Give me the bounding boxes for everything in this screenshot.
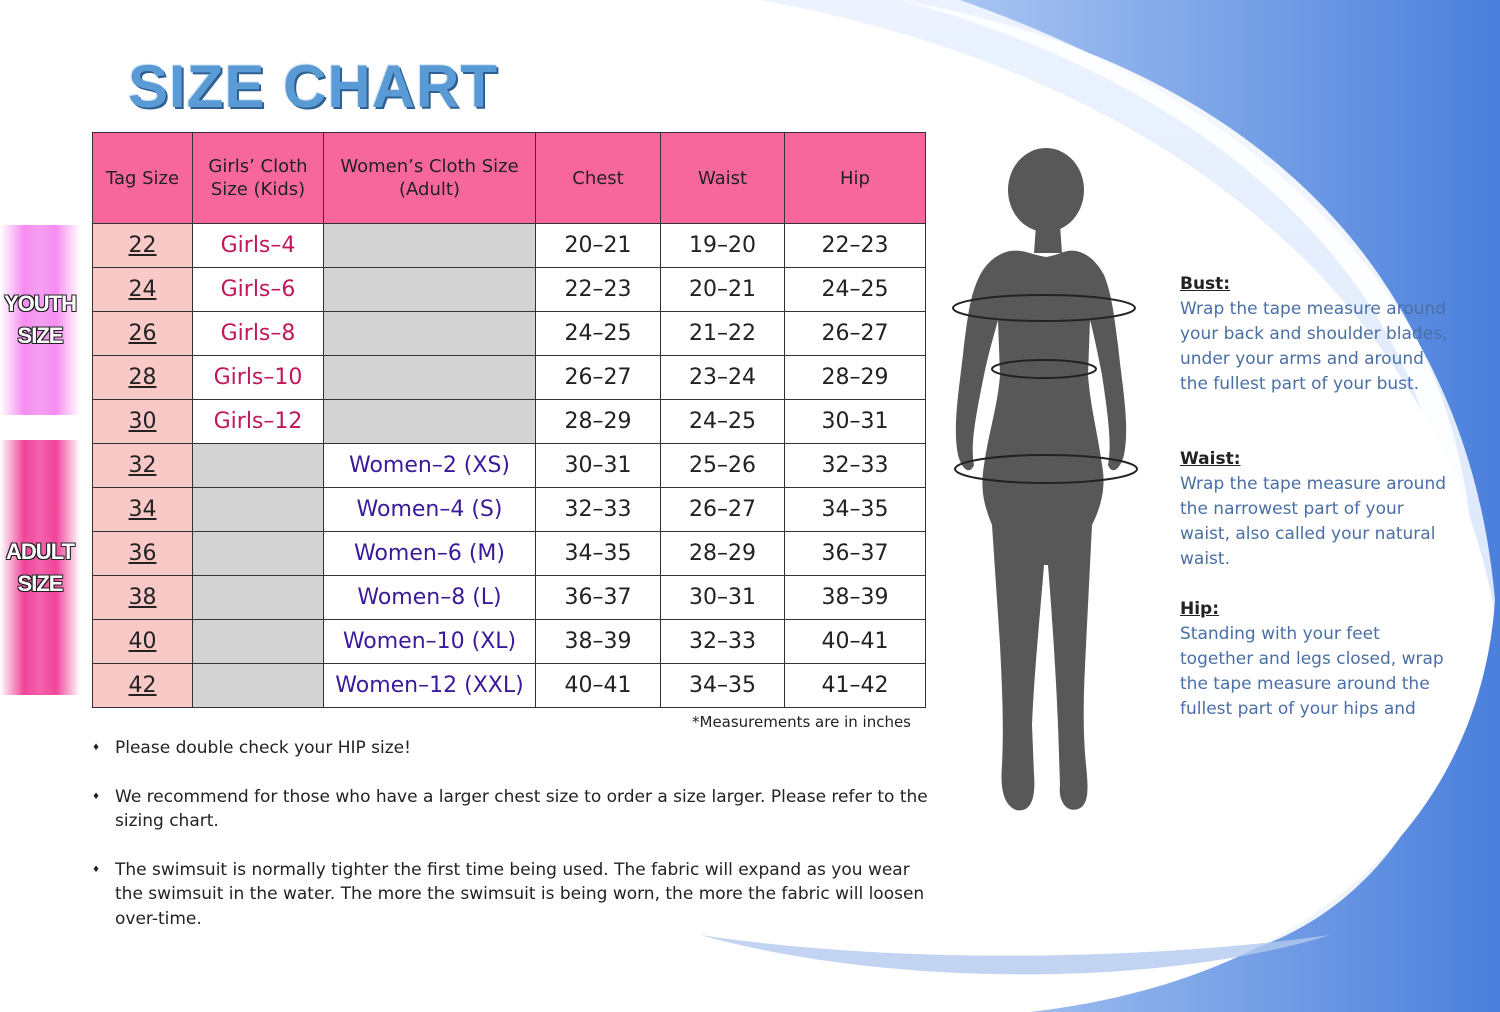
waist-cell: 26–27 [661,488,785,532]
girls-size-cell: Girls–8 [193,312,324,356]
waist-guide [1180,447,1450,572]
header-waist: Waist [661,133,785,224]
table-row [93,532,926,576]
header-womens-cloth-size: Women’s Cloth Size (Adult) [324,133,536,224]
womens-size-cell [324,400,536,444]
tag-size-cell: 22 [93,224,193,268]
tag-size-cell: 38 [93,576,193,620]
size-chart-table [92,132,926,708]
girls-size-cell: Girls–12 [193,400,324,444]
list-item: ♦ We recommend for those who have a larger chest size to order a size larger. Please refer to the sizing chart. [92,785,932,834]
waist-cell: 30–31 [661,576,785,620]
womens-size-cell: Women–6 (M) [324,532,536,576]
womens-size-cell [324,224,536,268]
hip-cell: 40–41 [785,620,926,664]
list-item: ♦ The swimsuit is normally tighter the first time being used. The fabric will expand as you wear the swimsuit in the water. The more the swimsuit is being worn, the more the fabric will loosen over-time. [92,858,932,932]
womens-size-cell [324,356,536,400]
waist-cell: 23–24 [661,356,785,400]
chest-cell: 34–35 [536,532,661,576]
hip-cell: 22–23 [785,224,926,268]
girls-size-cell [193,664,324,708]
adult-size-text: ADULT SIZE [6,538,74,596]
girls-size-cell [193,488,324,532]
hip-cell: 26–27 [785,312,926,356]
waist-label: Waist: [1180,449,1241,469]
tag-size-cell: 36 [93,532,193,576]
womens-size-cell: Women–10 (XL) [324,620,536,664]
girls-size-cell [193,576,324,620]
table-row [93,356,926,400]
tag-size-cell: 40 [93,620,193,664]
header-chest: Chest [536,133,661,224]
hip-guide [1180,597,1450,722]
hip-cell: 32–33 [785,444,926,488]
chest-cell: 32–33 [536,488,661,532]
womens-size-cell: Women–12 (XXL) [324,664,536,708]
table-row [93,312,926,356]
waist-cell: 28–29 [661,532,785,576]
chest-cell: 24–25 [536,312,661,356]
womens-size-cell: Women–4 (S) [324,488,536,532]
chest-cell: 22–23 [536,268,661,312]
waist-cell: 32–33 [661,620,785,664]
chest-cell: 38–39 [536,620,661,664]
hip-cell: 34–35 [785,488,926,532]
chest-cell: 30–31 [536,444,661,488]
waist-cell: 21–22 [661,312,785,356]
chest-cell: 36–37 [536,576,661,620]
adult-size-label [0,440,80,695]
girls-size-cell: Girls–10 [193,356,324,400]
table-row [93,444,926,488]
tag-size-cell: 24 [93,268,193,312]
tag-size-cell: 34 [93,488,193,532]
tips-list [92,736,932,955]
header-tag-size: Tag Size [93,133,193,224]
header-girls-cloth-size: Girls’ Cloth Size (Kids) [193,133,324,224]
waist-cell: 34–35 [661,664,785,708]
hip-cell: 38–39 [785,576,926,620]
table-row [93,488,926,532]
womens-size-cell [324,312,536,356]
bust-text: Wrap the tape measure around your back and shoulder blades, under your arms and around the fullest part of your bust. [1180,299,1448,394]
woman-silhouette-icon [940,145,1150,820]
table-header-row [93,133,926,224]
header-hip: Hip [785,133,926,224]
hip-label: Hip: [1180,599,1220,619]
waist-cell: 25–26 [661,444,785,488]
waist-cell: 24–25 [661,400,785,444]
tag-size-cell: 26 [93,312,193,356]
tag-size-cell: 28 [93,356,193,400]
bust-guide [1180,272,1450,397]
table-row [93,664,926,708]
waist-cell: 19–20 [661,224,785,268]
hip-cell: 41–42 [785,664,926,708]
table-row [93,268,926,312]
table-row [93,224,926,268]
hip-cell: 36–37 [785,532,926,576]
chest-cell: 40–41 [536,664,661,708]
measurements-note: *Measurements are in inches [692,713,912,731]
tag-size-cell: 32 [93,444,193,488]
bust-label: Bust: [1180,274,1231,294]
youth-size-label [0,225,80,415]
girls-size-cell [193,532,324,576]
table-row [93,576,926,620]
table-row [93,620,926,664]
waist-cell: 20–21 [661,268,785,312]
chest-cell: 20–21 [536,224,661,268]
hip-cell: 30–31 [785,400,926,444]
womens-size-cell: Women–8 (L) [324,576,536,620]
list-item: ♦ Please double check your HIP size! [92,736,932,761]
table-row [93,400,926,444]
girls-size-cell [193,444,324,488]
hip-cell: 28–29 [785,356,926,400]
girls-size-cell [193,620,324,664]
chest-cell: 28–29 [536,400,661,444]
hip-cell: 24–25 [785,268,926,312]
girls-size-cell: Girls–4 [193,224,324,268]
waist-text: Wrap the tape measure around the narrowest part of your waist, also called your natural waist. [1180,474,1447,569]
girls-size-cell: Girls–6 [193,268,324,312]
youth-size-text: YOUTH SIZE [4,291,76,348]
page-title: SIZE CHART [128,53,498,120]
tag-size-cell: 30 [93,400,193,444]
chest-cell: 26–27 [536,356,661,400]
womens-size-cell [324,268,536,312]
hip-text: Standing with your feet together and legs closed, wrap the tape measure around the fullest part of your hips and [1180,624,1444,719]
tag-size-cell: 42 [93,664,193,708]
womens-size-cell: Women–2 (XS) [324,444,536,488]
